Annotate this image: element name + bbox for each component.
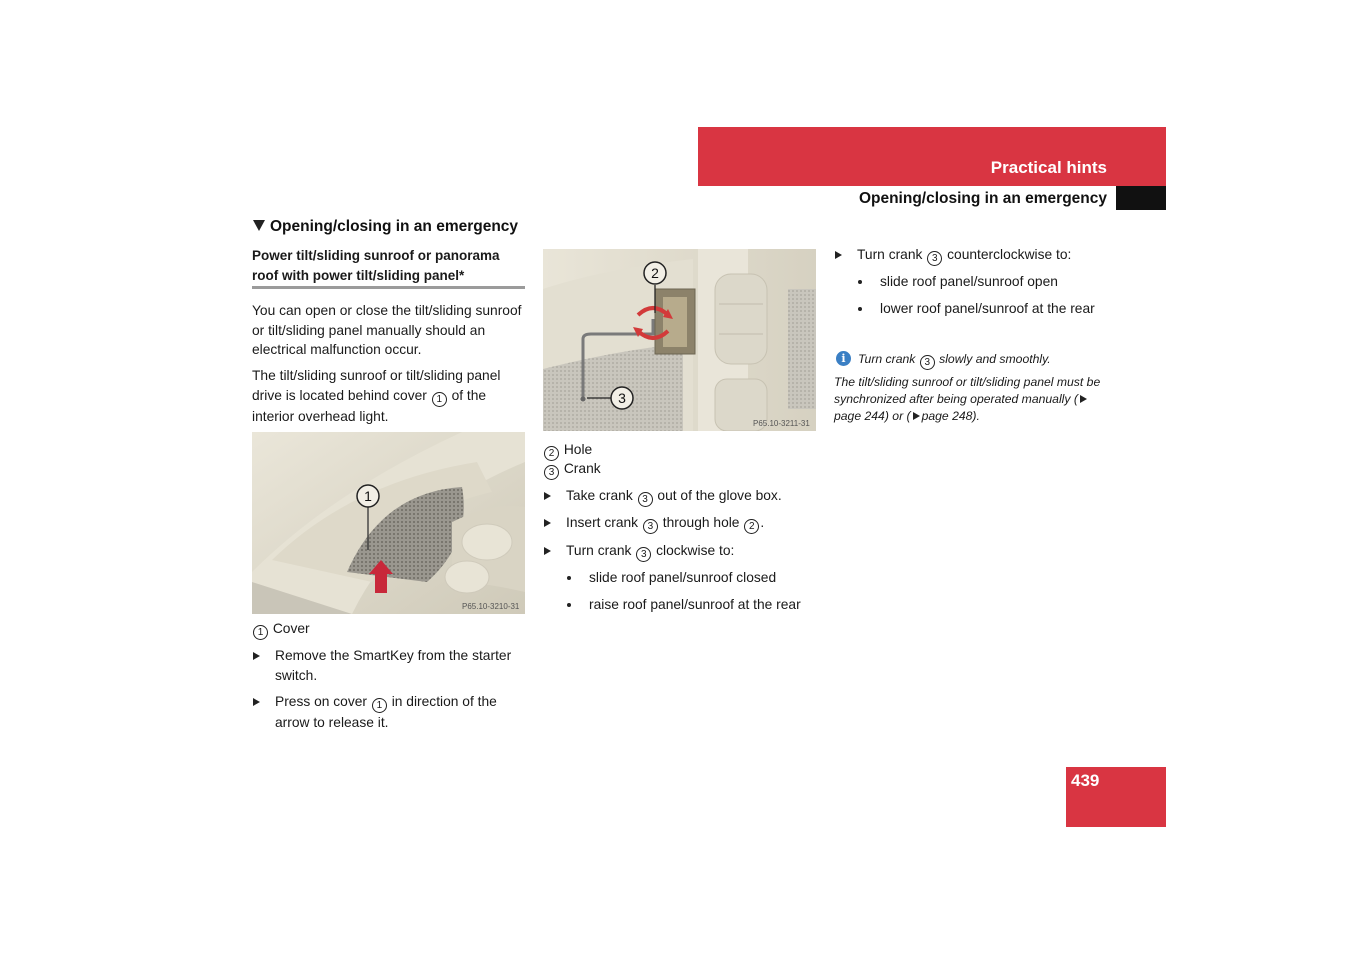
page-ref-arrow-icon (913, 412, 920, 420)
step-arrow-icon (544, 492, 551, 500)
step-turn-clockwise: Turn crank 3 clockwise to: (566, 543, 735, 560)
step-turn-counterclockwise: Turn crank 3 counterclockwise to: (857, 247, 1072, 264)
list-item: slide roof panel/sunroof closed (589, 570, 777, 585)
section-heading: Opening/closing in an emergency (253, 218, 518, 236)
section-title: Practical hints (990, 158, 1107, 177)
page-ref-arrow-icon (1080, 395, 1087, 403)
bullet-dot (858, 307, 862, 311)
bullet-dot (858, 280, 862, 284)
intro-paragraph-1: You can open or close the tilt/sliding sunroof or tilt/sliding panel manually should an electrical malfunction occur. (252, 303, 522, 357)
figure-crank-hole (543, 249, 816, 431)
figure2-callout-hole: 2 (651, 265, 659, 281)
page-reference-link[interactable]: page 248 (921, 409, 973, 423)
step-press-cover: Press on cover 1 in direction of the arrow to release it. (275, 694, 497, 730)
list-item: lower roof panel/sunroof at the rear (880, 301, 1095, 316)
triangle-icon (253, 220, 265, 231)
figure2-callout-crank: 3 (618, 390, 626, 406)
figure-overhead-light (252, 432, 525, 614)
step-arrow-icon (253, 698, 260, 706)
figure1-callout: 1 (364, 488, 372, 504)
list-item: slide roof panel/sunroof open (880, 274, 1058, 289)
step-remove-key: Remove the SmartKey from the starter switch. (275, 648, 512, 683)
list-item: raise roof panel/sunroof at the rear (589, 597, 801, 612)
subheading-rule (252, 286, 525, 289)
legend-item: 2 Hole (543, 440, 592, 461)
page-number: 439 (1071, 771, 1100, 790)
header-tab-marker (1116, 186, 1166, 210)
overhead-light-illustration (252, 432, 525, 614)
intro-paragraph-2: The tilt/sliding sunroof or tilt/sliding panel drive is located behind cover 1 of the interior overhead light. (252, 368, 501, 424)
step-take-crank: Take crank 3 out of the glove box. (566, 488, 782, 505)
figure-code: P65.10-3211-31 (753, 419, 810, 428)
bullet-dot (567, 603, 571, 607)
legend-item: 1 Cover (252, 619, 310, 640)
page-reference-link[interactable]: page 244 (834, 409, 885, 423)
note-line: Turn crank 3 slowly and smoothly. (858, 352, 1051, 368)
step-arrow-icon (544, 519, 551, 527)
legend-item: 3 Crank (543, 459, 601, 480)
step-arrow-icon (835, 251, 842, 259)
figure-code: P65.10-3210-31 (462, 602, 520, 611)
subsection-title: Opening/closing in an emergency (858, 190, 1107, 207)
callout-number: 1 (432, 392, 447, 407)
info-icon: i (836, 351, 851, 366)
note-paragraph: The tilt/sliding sunroof or tilt/sliding panel must be synchronized after being operated manually (page 244) or ( page 248). (834, 375, 1101, 423)
crank-illustration (543, 249, 816, 431)
step-insert-crank: Insert crank 3 through hole 2 . (566, 515, 765, 532)
step-arrow-icon (544, 547, 551, 555)
subheading: Power tilt/sliding sunroof or panorama roof with power tilt/sliding panel* (252, 248, 500, 283)
step-arrow-icon (253, 652, 260, 660)
bullet-dot (567, 576, 571, 580)
